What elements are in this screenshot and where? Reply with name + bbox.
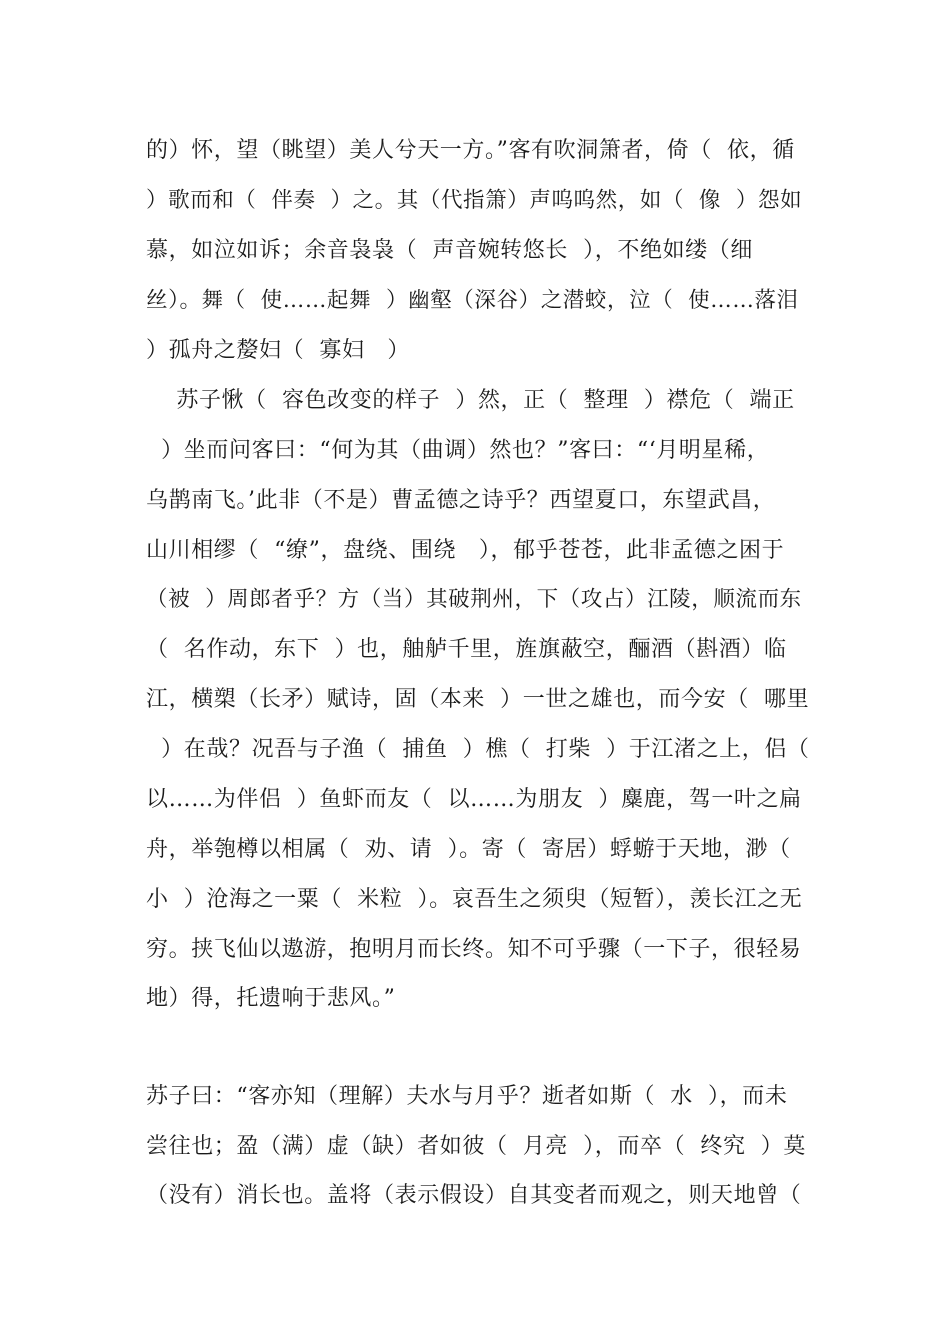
text-line: 丝）。舞（ 使……起舞 ）幽壑（深谷）之潜蛟，泣（ 使……落泪 — [146, 288, 799, 313]
text-line: 苏子曰：“客亦知（理解）夫水与月乎？逝者如斯（ 水 ），而未 — [146, 1084, 788, 1109]
text-line: 乌鹊南飞。’此非（不是）曹孟德之诗乎？西望夏口，东望武昌， — [146, 488, 776, 513]
text-line: ）在哉？况吾与子渔（ 捕鱼 ）樵（ 打柴 ）于江渚之上，侣（ — [146, 737, 810, 762]
text-line: 的）怀，望（眺望）美人兮天一方。”客有吹洞箫者，倚（ 依，循 — [146, 138, 795, 163]
text-line: （被 ）周郎者乎？方（当）其破荆州，下（攻占）江陵，顺流而东 — [146, 587, 802, 612]
text-line: （ 名作动，东下 ）也，舳舻千里，旌旗蔽空，酾酒（斟酒）临 — [146, 637, 787, 662]
text-line: 穷。挟飞仙以遨游，抱明月而长终。知不可乎骤（一下子，很轻易 — [146, 937, 802, 962]
text-line: ）孤舟之嫠妇（ 寡妇 ） — [146, 338, 410, 363]
text-line: （没有）消长也。盖将（表示假设）自其变者而观之，则天地曾（ — [146, 1183, 802, 1208]
text-line: 地）得，托遗响于悲风。” — [146, 986, 396, 1011]
text-line: 尝往也；盈（满）虚（缺）者如彼（ 月亮 ），而卒（ 终究 ）莫 — [146, 1134, 806, 1159]
text-line: 以……为伴侣 ）鱼虾而友（ 以……为朋友 ）麋鹿，驾一叶之扁 — [146, 787, 802, 812]
text-line: 江，横槊（长矛）赋诗，固（本来 ）一世之雄也，而今安（ 哪里 — [146, 687, 810, 712]
text-line: ）歌而和（ 伴奏 ）之。其（代指箫）声呜呜然，如（ 像 ）怨如 — [146, 188, 803, 213]
text-line: 山川相缪（ “缭”，盘绕、围绕 ），郁乎苍苍，此非孟德之困于 — [146, 538, 785, 563]
text-line: 苏子愀（ 容色改变的样子 ）然，正（ 整理 ）襟危（ 端正 — [146, 388, 795, 413]
text-line: 舟，举匏樽以相属（ 劝、请 ）。寄（ 寄居）蜉蝣于天地，渺（ — [146, 837, 791, 862]
text-line: 小 ）沧海之一粟（ 米粒 ）。哀吾生之须臾（短暂），羡长江之无 — [146, 887, 803, 912]
text-line: 慕，如泣如诉；余音袅袅（ 声音婉转悠长 ），不绝如缕（细 — [146, 238, 753, 263]
text-line: ）坐而问客曰：“何为其（曲调）然也？”客曰：“‘月明星稀， — [146, 438, 770, 463]
